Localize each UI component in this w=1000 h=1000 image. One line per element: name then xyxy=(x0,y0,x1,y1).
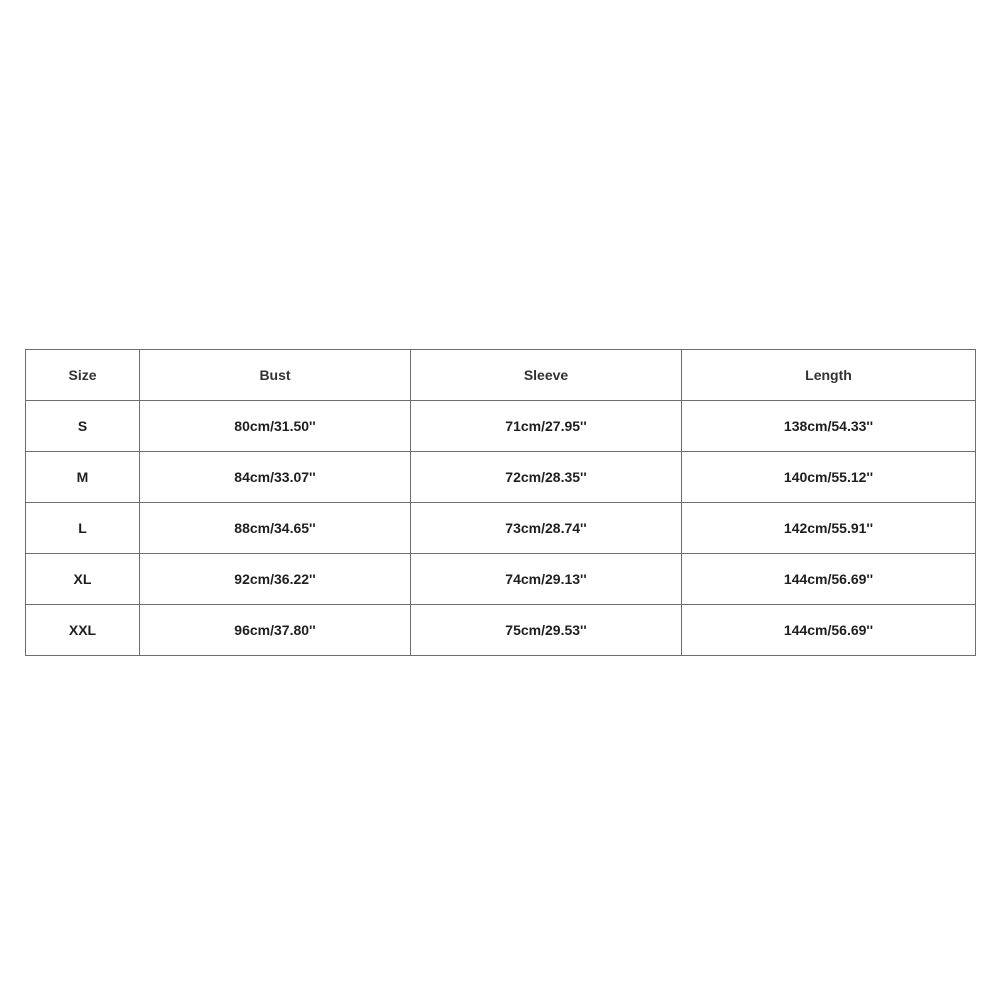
column-header-size: Size xyxy=(26,350,140,401)
length-cell: 138cm/54.33'' xyxy=(682,401,976,452)
sleeve-cell: 71cm/27.95'' xyxy=(411,401,682,452)
sleeve-cell: 72cm/28.35'' xyxy=(411,452,682,503)
size-cell: S xyxy=(26,401,140,452)
length-cell: 140cm/55.12'' xyxy=(682,452,976,503)
table-row xyxy=(26,554,976,605)
table-row xyxy=(26,605,976,656)
size-cell: L xyxy=(26,503,140,554)
table-row xyxy=(26,401,976,452)
sleeve-cell: 73cm/28.74'' xyxy=(411,503,682,554)
bust-cell: 80cm/31.50'' xyxy=(140,401,411,452)
table-row xyxy=(26,503,976,554)
length-cell: 144cm/56.69'' xyxy=(682,605,976,656)
bust-cell: 92cm/36.22'' xyxy=(140,554,411,605)
sleeve-cell: 75cm/29.53'' xyxy=(411,605,682,656)
bust-cell: 88cm/34.65'' xyxy=(140,503,411,554)
length-cell: 144cm/56.69'' xyxy=(682,554,976,605)
column-header-sleeve: Sleeve xyxy=(411,350,682,401)
bust-cell: 84cm/33.07'' xyxy=(140,452,411,503)
size-cell: XL xyxy=(26,554,140,605)
sleeve-cell: 74cm/29.13'' xyxy=(411,554,682,605)
size-cell: M xyxy=(26,452,140,503)
length-cell: 142cm/55.91'' xyxy=(682,503,976,554)
table-row xyxy=(26,452,976,503)
table-header xyxy=(26,350,976,401)
size-chart-table xyxy=(25,349,976,656)
column-header-length: Length xyxy=(682,350,976,401)
table-body xyxy=(26,401,976,656)
size-cell: XXL xyxy=(26,605,140,656)
bust-cell: 96cm/37.80'' xyxy=(140,605,411,656)
column-header-bust: Bust xyxy=(140,350,411,401)
header-row xyxy=(26,350,976,401)
